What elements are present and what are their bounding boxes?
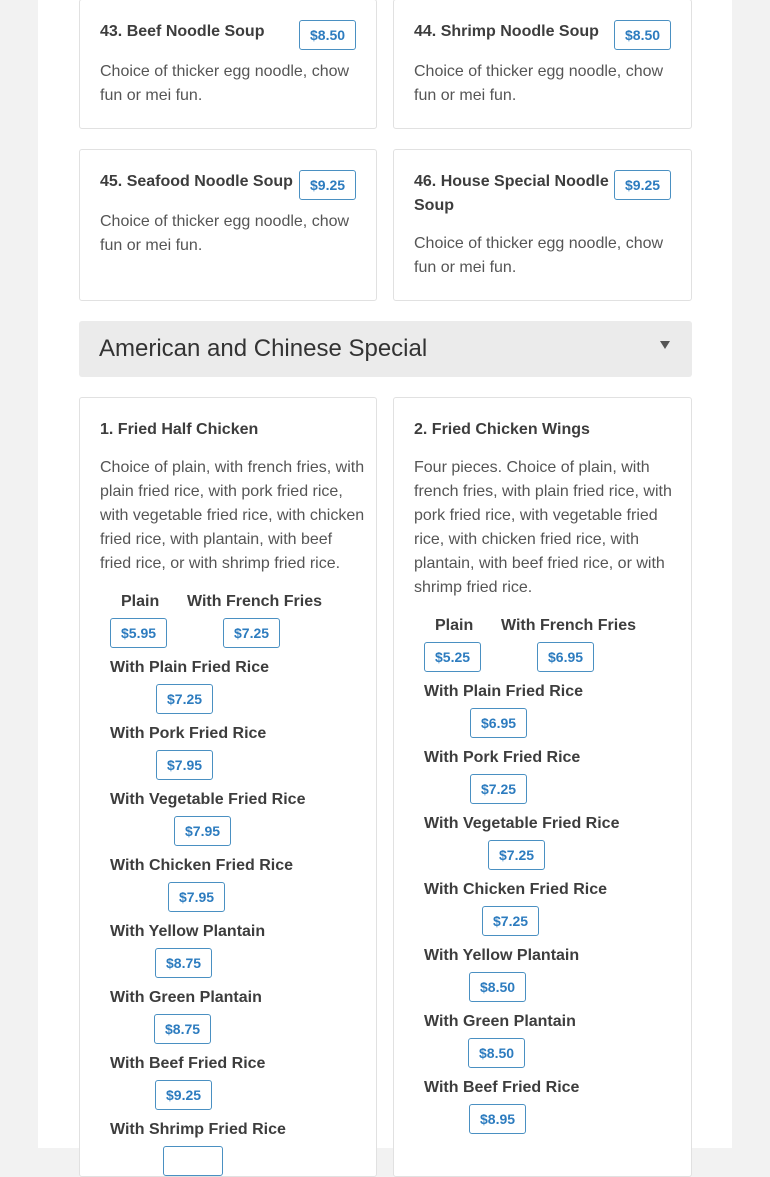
price-button[interactable]: $8.50 [614,20,671,50]
option-label: With Pork Fried Rice [110,725,267,742]
description-line: with vegetable fried rice, with chicken [100,507,365,524]
option-label: Plain [121,593,160,610]
item-description [414,60,663,108]
option-label: With Yellow Plantain [424,947,580,964]
description-line: Choice of thicker egg noodle, chow [100,63,350,80]
menu-item-card[interactable] [79,397,377,1177]
option-price-button[interactable]: $7.95 [156,750,213,780]
item-title: 1. Fried Half Chicken [100,421,259,438]
description-line: fried rice, with plantain, with beef [100,531,333,548]
title-line: Soup [414,197,454,214]
option-label: With Beef Fried Rice [424,1079,580,1096]
description-line: Choice of thicker egg noodle, chow [414,63,664,80]
description-line: fried rice, or with shrimp fried rice. [100,555,341,572]
menu-item-card[interactable] [79,0,377,129]
menu-item-card[interactable] [393,397,692,1177]
price-button[interactable]: $9.25 [614,170,671,200]
option-price-button[interactable]: $6.95 [537,642,594,672]
item-title: 43. Beef Noodle Soup [100,23,265,40]
option-price-button[interactable]: $7.25 [482,906,539,936]
item-title: 2. Fried Chicken Wings [414,421,590,438]
description-line: plantain, with beef fried rice, or with [414,555,665,572]
option-label: Plain [435,617,474,634]
option-label: With Vegetable Fried Rice [424,815,620,832]
option-price-button[interactable]: $7.95 [174,816,231,846]
description-line: Four pieces. Choice of plain, with [414,459,650,476]
option-price-button[interactable] [163,1146,223,1176]
description-line: Choice of thicker egg noodle, chow [100,213,350,230]
option-price-button[interactable]: $8.75 [155,948,212,978]
caret-down-icon[interactable] [660,341,670,349]
option-label: With French Fries [501,617,636,634]
option-label: With Beef Fried Rice [110,1055,266,1072]
description-line: fun or mei fun. [100,87,203,104]
option-label: With Chicken Fried Rice [110,857,293,874]
option-label: With Plain Fried Rice [110,659,269,676]
menu-item-card[interactable] [79,149,377,301]
menu-item-card[interactable] [393,0,692,129]
option-price-button[interactable]: $8.95 [469,1104,526,1134]
item-title: 45. Seafood Noodle Soup [100,173,293,190]
option-price-button[interactable]: $8.75 [154,1014,211,1044]
option-price-button[interactable]: $5.95 [110,618,167,648]
description-line: fun or mei fun. [414,259,517,276]
option-label: With Green Plantain [424,1013,576,1030]
option-label: With Vegetable Fried Rice [110,791,306,808]
option-label: With Green Plantain [110,989,262,1006]
description-line: french fries, with plain fried rice, with [414,483,672,500]
price-button[interactable]: $9.25 [299,170,356,200]
description-line: fun or mei fun. [100,237,203,254]
price-button[interactable]: $8.50 [299,20,356,50]
option-price-button[interactable]: $7.25 [156,684,213,714]
option-price-button[interactable]: $8.50 [468,1038,525,1068]
menu-page [38,0,732,1148]
option-price-button[interactable]: $7.25 [470,774,527,804]
option-label: With Yellow Plantain [110,923,266,940]
item-description [414,456,672,600]
option-label: With Shrimp Fried Rice [110,1121,286,1138]
description-line: shrimp fried rice. [414,579,533,596]
description-line: rice, with chicken fried rice, with [414,531,639,548]
description-line: plain fried rice, with pork fried rice, [100,483,343,500]
description-line: Choice of thicker egg noodle, chow [414,235,664,252]
description-line: pork fried rice, with vegetable fried [414,507,658,524]
item-title [414,170,609,218]
option-price-button[interactable]: $7.95 [168,882,225,912]
option-price-button[interactable]: $8.50 [469,972,526,1002]
section-header-toggle[interactable] [79,321,692,377]
option-price-button[interactable]: $7.25 [223,618,280,648]
item-title: 44. Shrimp Noodle Soup [414,23,599,40]
option-label: With French Fries [187,593,322,610]
option-label: With Chicken Fried Rice [424,881,607,898]
title-line: 46. House Special Noodle [414,173,609,190]
item-description [100,210,349,258]
option-price-button[interactable]: $5.25 [424,642,481,672]
menu-item-card[interactable] [393,149,692,301]
option-price-button[interactable]: $7.25 [488,840,545,870]
option-label: With Plain Fried Rice [424,683,583,700]
item-description [414,232,663,280]
option-price-button[interactable]: $6.95 [470,708,527,738]
description-line: fun or mei fun. [414,87,517,104]
item-description [100,456,364,576]
option-price-button[interactable]: $9.25 [155,1080,212,1110]
item-description [100,60,349,108]
description-line: Choice of plain, with french fries, with [100,459,365,476]
option-label: With Pork Fried Rice [424,749,581,766]
section-title: American and Chinese Special [99,335,428,362]
